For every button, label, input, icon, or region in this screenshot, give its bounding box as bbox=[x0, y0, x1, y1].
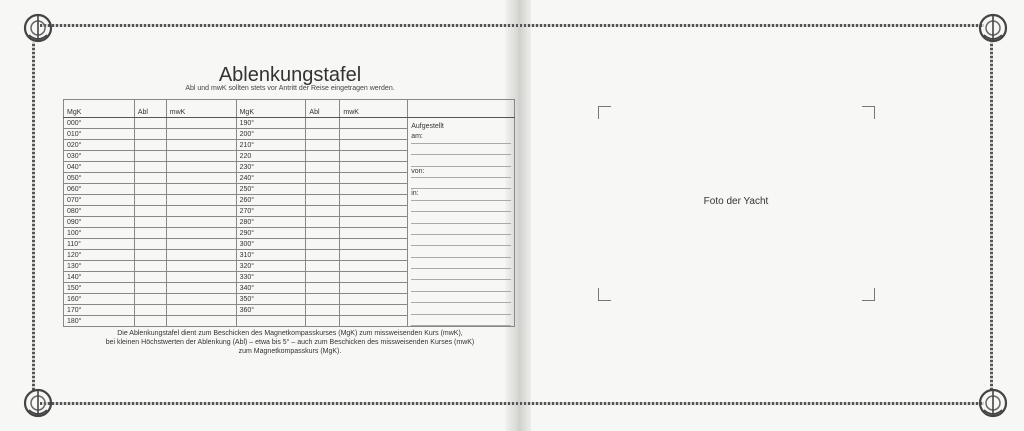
mgk-cell: 020° bbox=[64, 140, 135, 151]
rope-border-top bbox=[40, 24, 984, 27]
blank-line bbox=[411, 258, 511, 269]
mwk-cell bbox=[166, 173, 236, 184]
mwk-cell bbox=[340, 239, 408, 250]
abl-cell bbox=[134, 316, 166, 327]
rope-border-bottom bbox=[40, 402, 984, 405]
abl-cell bbox=[134, 217, 166, 228]
mgk-cell: 300° bbox=[236, 239, 306, 250]
abl-cell bbox=[134, 129, 166, 140]
mwk-cell bbox=[340, 283, 408, 294]
mwk-cell bbox=[340, 250, 408, 261]
mgk-cell: 240° bbox=[236, 173, 306, 184]
mwk-cell bbox=[340, 118, 408, 129]
field-label: von: bbox=[411, 167, 425, 175]
blank-line bbox=[411, 303, 511, 314]
abl-cell bbox=[134, 261, 166, 272]
abl-cell bbox=[134, 140, 166, 151]
blank-line bbox=[411, 144, 511, 155]
mwk-cell bbox=[166, 272, 236, 283]
mwk-cell bbox=[166, 195, 236, 206]
aufgestellt-block bbox=[408, 118, 515, 327]
mwk-cell bbox=[340, 206, 408, 217]
abl-cell bbox=[306, 272, 340, 283]
page-title: Ablenkungstafel bbox=[218, 64, 362, 86]
blank-line bbox=[411, 269, 511, 280]
in-field bbox=[411, 189, 511, 200]
abl-cell bbox=[306, 217, 340, 228]
abl-cell bbox=[306, 151, 340, 162]
abl-cell bbox=[306, 162, 340, 173]
abl-cell bbox=[306, 195, 340, 206]
mwk-cell bbox=[340, 294, 408, 305]
photo-label: Foto der Yacht bbox=[703, 196, 769, 207]
mwk-cell bbox=[340, 228, 408, 239]
footer-note bbox=[60, 329, 520, 356]
frame-corner bbox=[598, 288, 611, 301]
mwk-cell bbox=[166, 239, 236, 250]
abl-cell bbox=[306, 173, 340, 184]
anchor-knot-icon bbox=[973, 8, 1013, 48]
blank-line bbox=[411, 315, 511, 326]
mwk-cell bbox=[166, 261, 236, 272]
abl-cell bbox=[306, 118, 340, 129]
page-subtitle: Abl und mwK sollten stets vor Antritt der Reise eingetragen werden. bbox=[185, 85, 395, 92]
von-field bbox=[411, 167, 511, 178]
mgk-cell: 250° bbox=[236, 184, 306, 195]
mwk-cell bbox=[340, 305, 408, 316]
mwk-cell bbox=[340, 217, 408, 228]
mgk-cell: 270° bbox=[236, 206, 306, 217]
abl-cell bbox=[306, 305, 340, 316]
mwk-cell bbox=[166, 184, 236, 195]
mgk-cell: 040° bbox=[64, 162, 135, 173]
mgk-cell: 110° bbox=[64, 239, 135, 250]
mgk-cell: 010° bbox=[64, 129, 135, 140]
mwk-cell bbox=[166, 151, 236, 162]
mwk-cell bbox=[340, 173, 408, 184]
footer-line: Die Ablenkungstafel dient zum Beschicken des Magnetkompasskurses (MgK) zum missweisenden Kurs (mwK), bbox=[117, 330, 463, 337]
blank-line bbox=[411, 224, 511, 235]
frame-corner bbox=[598, 106, 611, 119]
abl-cell bbox=[306, 239, 340, 250]
mgk-cell: 050° bbox=[64, 173, 135, 184]
blank-line bbox=[411, 178, 511, 189]
mgk-cell: 260° bbox=[236, 195, 306, 206]
mgk-cell: 140° bbox=[64, 272, 135, 283]
mwk-cell bbox=[340, 316, 408, 327]
mgk-cell: 070° bbox=[64, 195, 135, 206]
mgk-cell: 220 bbox=[236, 151, 306, 162]
aufgestellt-heading bbox=[411, 122, 511, 132]
abl-cell bbox=[134, 272, 166, 283]
mwk-cell bbox=[166, 316, 236, 327]
column-header: MgK bbox=[236, 100, 306, 118]
mwk-cell bbox=[340, 261, 408, 272]
mwk-cell bbox=[166, 250, 236, 261]
column-header: MgK bbox=[64, 100, 135, 118]
mgk-cell: 200° bbox=[236, 129, 306, 140]
mgk-cell: 350° bbox=[236, 294, 306, 305]
mgk-cell: 030° bbox=[64, 151, 135, 162]
mgk-cell: 330° bbox=[236, 272, 306, 283]
table-row bbox=[64, 118, 515, 129]
mgk-cell bbox=[236, 316, 306, 327]
mgk-cell: 090° bbox=[64, 217, 135, 228]
abl-cell bbox=[134, 228, 166, 239]
mwk-cell bbox=[340, 140, 408, 151]
column-header: mwK bbox=[340, 100, 408, 118]
mgk-cell: 180° bbox=[64, 316, 135, 327]
mwk-cell bbox=[166, 294, 236, 305]
abl-cell bbox=[134, 151, 166, 162]
abl-cell bbox=[134, 305, 166, 316]
blank-line bbox=[411, 155, 511, 166]
abl-cell bbox=[306, 228, 340, 239]
mwk-cell bbox=[340, 195, 408, 206]
rope-border-left bbox=[32, 42, 35, 390]
mwk-cell bbox=[166, 305, 236, 316]
abl-cell bbox=[306, 140, 340, 151]
mgk-cell: 230° bbox=[236, 162, 306, 173]
mgk-cell: 190° bbox=[236, 118, 306, 129]
abl-cell bbox=[134, 294, 166, 305]
mgk-cell: 280° bbox=[236, 217, 306, 228]
mwk-cell bbox=[166, 283, 236, 294]
mgk-cell: 170° bbox=[64, 305, 135, 316]
abl-cell bbox=[134, 195, 166, 206]
column-header: Abl bbox=[134, 100, 166, 118]
mwk-cell bbox=[166, 217, 236, 228]
table-header-row bbox=[64, 100, 515, 118]
mgk-cell: 100° bbox=[64, 228, 135, 239]
deviation-table bbox=[63, 99, 515, 327]
mwk-cell bbox=[166, 206, 236, 217]
mgk-cell: 080° bbox=[64, 206, 135, 217]
am-field bbox=[411, 132, 511, 143]
mwk-cell bbox=[340, 129, 408, 140]
blank-line bbox=[411, 201, 511, 212]
mgk-cell: 160° bbox=[64, 294, 135, 305]
mwk-cell bbox=[340, 162, 408, 173]
mgk-cell: 310° bbox=[236, 250, 306, 261]
blank-line bbox=[411, 280, 511, 291]
mgk-cell: 360° bbox=[236, 305, 306, 316]
mgk-cell: 120° bbox=[64, 250, 135, 261]
footer-line: bei kleinen Höchstwerten der Ablenkung (Abl) – etwa bis 5° – auch zum Beschicken des missweisenden Kurses (mwK) bbox=[105, 339, 475, 346]
field-label: am: bbox=[411, 133, 423, 141]
mgk-cell: 060° bbox=[64, 184, 135, 195]
anchor-knot-icon bbox=[973, 383, 1013, 423]
abl-cell bbox=[306, 261, 340, 272]
mgk-cell: 150° bbox=[64, 283, 135, 294]
column-header: Abl bbox=[306, 100, 340, 118]
abl-cell bbox=[134, 118, 166, 129]
abl-cell bbox=[306, 129, 340, 140]
anchor-knot-icon bbox=[18, 8, 58, 48]
mwk-cell bbox=[166, 129, 236, 140]
blank-line bbox=[411, 212, 511, 223]
abl-cell bbox=[306, 294, 340, 305]
frame-corner bbox=[862, 106, 875, 119]
footer-line: zum Magnetkompasskurs (MgK). bbox=[238, 348, 342, 355]
frame-corner bbox=[862, 288, 875, 301]
mgk-cell: 130° bbox=[64, 261, 135, 272]
field-label: in: bbox=[411, 190, 419, 198]
mwk-cell bbox=[166, 228, 236, 239]
abl-cell bbox=[134, 162, 166, 173]
mwk-cell bbox=[166, 118, 236, 129]
abl-cell bbox=[306, 184, 340, 195]
abl-cell bbox=[134, 173, 166, 184]
mwk-cell bbox=[166, 162, 236, 173]
abl-cell bbox=[134, 184, 166, 195]
abl-cell bbox=[134, 206, 166, 217]
abl-cell bbox=[306, 316, 340, 327]
mgk-cell: 340° bbox=[236, 283, 306, 294]
abl-cell bbox=[134, 250, 166, 261]
blank-line bbox=[411, 235, 511, 246]
abl-cell bbox=[134, 239, 166, 250]
mwk-cell bbox=[340, 272, 408, 283]
mwk-cell bbox=[340, 184, 408, 195]
rope-border-right bbox=[990, 42, 993, 390]
mgk-cell: 290° bbox=[236, 228, 306, 239]
column-header: mwK bbox=[166, 100, 236, 118]
abl-cell bbox=[306, 250, 340, 261]
field-label: Aufgestellt bbox=[411, 123, 444, 130]
mgk-cell: 000° bbox=[64, 118, 135, 129]
anchor-knot-icon bbox=[18, 383, 58, 423]
abl-cell bbox=[306, 283, 340, 294]
abl-cell bbox=[306, 206, 340, 217]
info-column-header bbox=[408, 100, 515, 118]
mwk-cell bbox=[166, 140, 236, 151]
mgk-cell: 320° bbox=[236, 261, 306, 272]
mgk-cell: 210° bbox=[236, 140, 306, 151]
blank-line bbox=[411, 246, 511, 257]
mwk-cell bbox=[340, 151, 408, 162]
abl-cell bbox=[134, 283, 166, 294]
blank-line bbox=[411, 292, 511, 303]
